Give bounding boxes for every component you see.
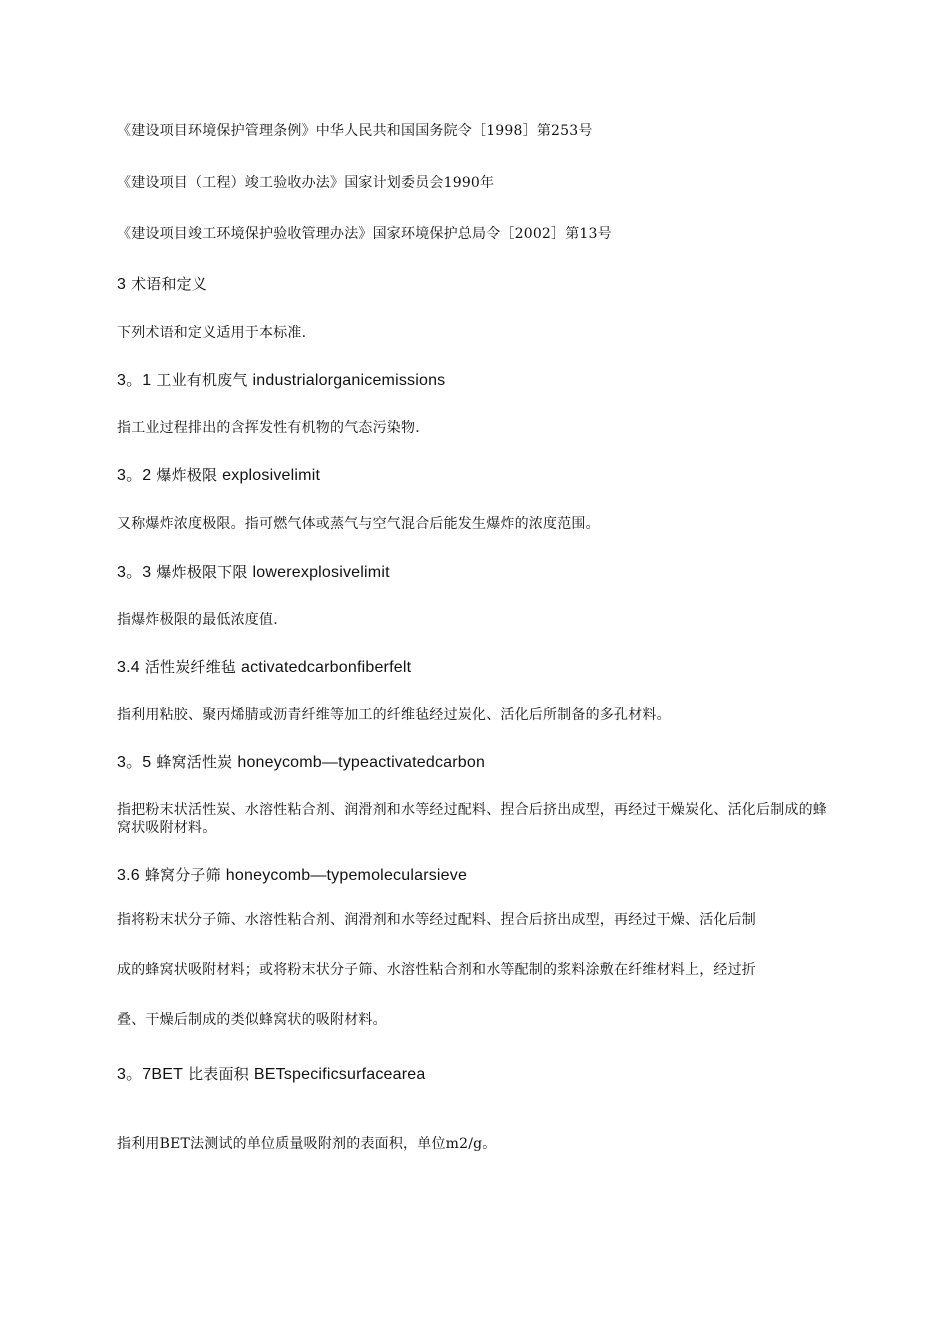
term-number: 3。5	[117, 754, 152, 771]
section-title: 术语和定义	[131, 275, 208, 293]
term-number: 3。3	[117, 564, 152, 581]
term-chinese: 工业有机废气	[156, 371, 248, 389]
term-heading	[117, 467, 837, 484]
term-number: 3.4	[117, 659, 140, 676]
term-english: honeycomb—typeactivatedcarbon	[237, 754, 486, 771]
term-english: BETspecificsurfacearea	[253, 1066, 426, 1083]
term-definition: 指利用BET法测试的单位质量吸附剂的表面积，单位m2/g。	[117, 1136, 497, 1152]
term-definition: 指把粉末状活性炭、水溶性粘合剂、润滑剂和水等经过配料、捏合后挤出成型，再经过干燥炭化、活化后制成的蜂窝状吸附材料。	[117, 802, 827, 836]
term-definition-line: 叠、干燥后制成的类似蜂窝状的吸附材料。	[117, 1012, 387, 1028]
term-english: industrialorganicemissions	[252, 372, 446, 389]
term-definition: 指工业过程排出的含挥发性有机物的气态污染物.	[117, 420, 420, 436]
term-english: honeycomb—typemolecularsieve	[225, 867, 468, 884]
term-definition: 指利用粘胶、聚丙烯腈或沥青纤维等加工的纤维毡经过炭化、活化后所制备的多孔材料。	[117, 707, 671, 723]
section-heading	[117, 276, 837, 293]
term-chinese: 蜂窝活性炭	[156, 753, 233, 771]
term-definition: 指爆炸极限的最低浓度值.	[117, 612, 278, 628]
term-english: explosivelimit	[222, 467, 321, 484]
term-definition: 又称爆炸浓度极限。指可燃气体或蒸气与空气混合后能发生爆炸的浓度范围。	[117, 516, 600, 532]
term-definition-line: 成的蜂窝状吸附材料；或将粉末状分子筛、水溶性粘合剂和水等配制的浆料涂敷在纤维材料上，经过折	[117, 962, 756, 978]
section-number: 3	[117, 276, 127, 293]
term-chinese: 爆炸极限	[156, 466, 218, 484]
term-chinese: 比表面积	[188, 1065, 249, 1083]
term-chinese: 爆炸极限下限	[156, 563, 248, 581]
term-heading	[117, 372, 837, 389]
reference-line: 《建设项目环境保护管理条例》中华人民共和国国务院令［1998］第253号	[117, 123, 593, 139]
term-number: 3。7BET	[117, 1066, 184, 1083]
term-number: 3。1	[117, 372, 152, 389]
term-heading	[117, 1066, 837, 1083]
term-english: activatedcarbonfiberfelt	[240, 659, 412, 676]
term-heading	[117, 659, 837, 676]
term-number: 3。2	[117, 467, 152, 484]
term-heading	[117, 754, 837, 771]
section-intro: 下列术语和定义适用于本标准.	[117, 325, 307, 341]
term-definition-line: 指将粉末状分子筛、水溶性粘合剂、润滑剂和水等经过配料、捏合后挤出成型，再经过干燥、活化后制	[117, 912, 756, 928]
term-number: 3.6	[117, 867, 140, 884]
term-heading	[117, 564, 837, 581]
term-chinese: 活性炭纤维毡	[144, 658, 237, 676]
reference-line: 《建设项目（工程）竣工验收办法》国家计划委员会1990年	[117, 175, 495, 191]
term-heading	[117, 867, 837, 884]
term-english: lowerexplosivelimit	[252, 564, 390, 581]
term-chinese: 蜂窝分子筛	[144, 866, 221, 884]
reference-line: 《建设项目竣工环境保护验收管理办法》国家环境保护总局令［2002］第13号	[117, 226, 612, 242]
